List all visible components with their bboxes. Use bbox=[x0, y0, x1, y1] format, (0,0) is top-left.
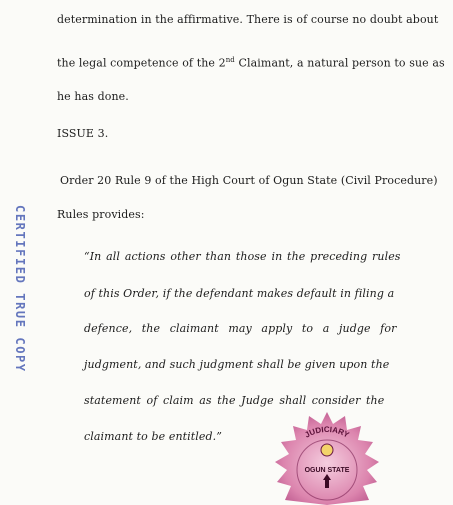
paragraph-line-1: determination in the affirmative. There is of course no doubt about bbox=[57, 13, 439, 26]
quote-line-5: statement of claim as the Judge shall consider the bbox=[84, 394, 385, 407]
seal-emblem bbox=[321, 444, 333, 456]
paragraph-line-3: he has done. bbox=[57, 90, 129, 103]
order-line-2: Rules provides: bbox=[57, 208, 145, 221]
seal-top-text: JUDICIARY bbox=[303, 424, 351, 440]
issue-heading: ISSUE 3. bbox=[57, 127, 109, 140]
judiciary-seal bbox=[267, 410, 387, 505]
paragraph-line-2-rest: Claimant, a natural person to sue as bbox=[234, 56, 445, 70]
seal-state-text: OGUN STATE bbox=[304, 467, 350, 474]
certified-true-copy-stamp: CERTIFIED TRUE COPY bbox=[13, 205, 27, 373]
quote-line-3: defence, the claimant may apply to a judge for bbox=[84, 322, 397, 335]
ordinal-suffix: nd bbox=[225, 56, 235, 64]
paragraph-line-2 bbox=[57, 53, 445, 71]
quote-line-6: claimant to be entitled.” bbox=[84, 430, 222, 443]
quote-line-1: “In all actions other than those in the preceding rules bbox=[84, 250, 401, 263]
quote-line-2: of this Order, if the defendant makes default in filing a bbox=[84, 287, 395, 300]
order-line-1: Order 20 Rule 9 of the High Court of Ogun State (Civil Procedure) bbox=[60, 174, 438, 187]
paragraph-line-2-text: the legal competence of the 2 bbox=[57, 56, 226, 70]
quote-line-4: judgment, and such judgment shall be given upon the bbox=[84, 358, 390, 371]
